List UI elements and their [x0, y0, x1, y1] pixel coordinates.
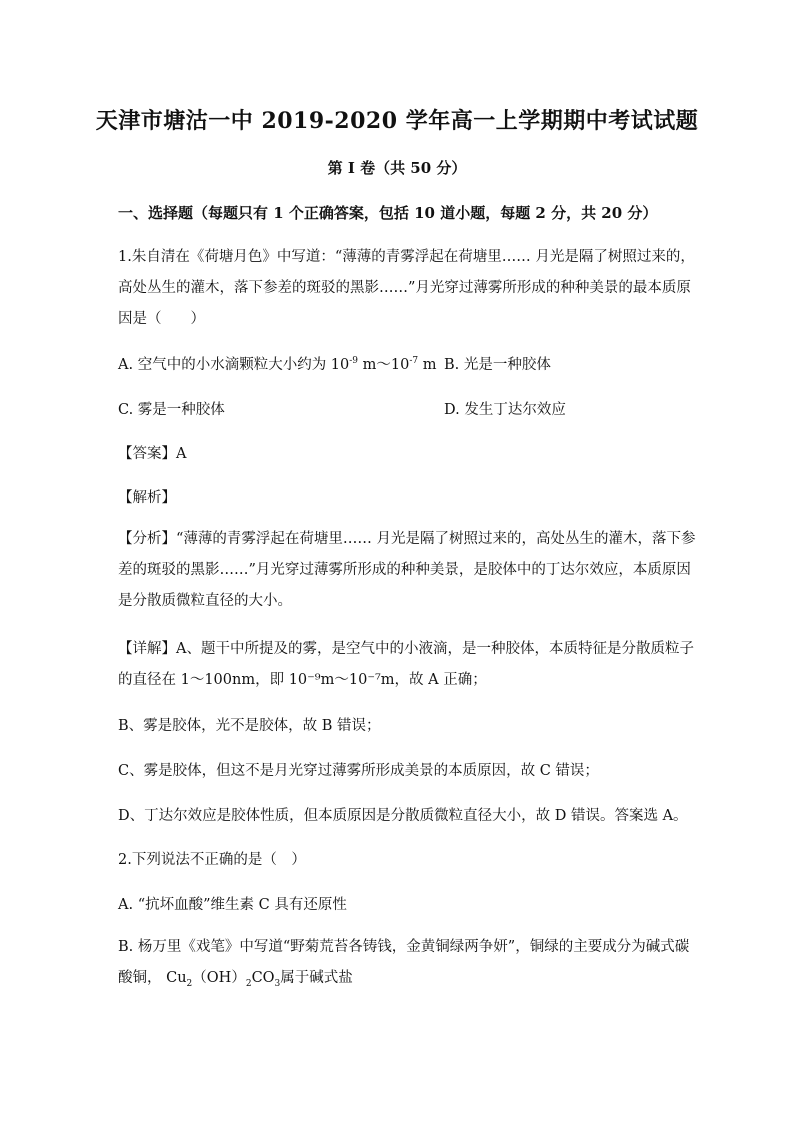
analysis-line: 是分散质微粒直径的大小。 — [118, 593, 292, 609]
detail-line: 的直径在 1～100nm，即 10⁻⁹m～10⁻⁷m，故 A 正确； — [118, 672, 487, 688]
question-1-detail — [118, 634, 694, 696]
formula-text: 酸铜， Cu — [118, 970, 187, 986]
option-a-text: A. 空气中的小水滴颗粒大小约为 10 — [118, 357, 350, 373]
question-1-answer: 【答案】A — [118, 446, 187, 462]
formula-subscript: 2 — [245, 978, 252, 989]
formula-text: （OH） — [192, 970, 246, 986]
question-1-stem — [118, 242, 695, 335]
question-2-option-b — [118, 932, 690, 994]
question-1-analysis — [118, 524, 696, 617]
option-b-line: B. 杨万里《戏笔》中写道“野菊荒苔各铸钱，金黄铜绿两争妍”，铜绿的主要成分为碱式碳 — [118, 939, 690, 955]
question-1-line: 高处丛生的灌木，落下参差的斑驳的黑影……”月光穿过薄雾所形成的种种美景的最本质原 — [118, 280, 691, 296]
question-1-line: 1.朱自清在《荷塘月色》中写道：“薄薄的青雾浮起在荷塘里…… 月光是隔了树照过来的， — [118, 249, 695, 265]
detail-line: 【详解】A、题干中所提及的雾，是空气中的小液滴，是一种胶体，本质特征是分散质粒子 — [118, 641, 694, 657]
formula-text: 属于碱式盐 — [280, 970, 353, 986]
option-a-text: m～10 — [358, 357, 410, 373]
detail-option-b: B、雾是胶体，光不是胶体，故 B 错误； — [118, 718, 381, 734]
question-1-option-c: C. 雾是一种胶体 — [118, 402, 225, 418]
question-1-option-d: D. 发生丁达尔效应 — [444, 402, 566, 418]
detail-option-c: C、雾是胶体，但这不是月光穿过薄雾所形成美景的本质原因，故 C 错误； — [118, 763, 599, 779]
section-heading: 一、选择题（每题只有 1 个正确答案，包括 10 道小题，每题 2 分，共 20 分） — [118, 204, 658, 222]
question-2-stem: 2.下列说法不正确的是（ ） — [118, 852, 306, 868]
option-a-exponent: -9 — [349, 356, 359, 367]
question-1-line: 因是（ ） — [118, 311, 205, 327]
volume-subtitle: 第 I 卷（共 50 分） — [327, 159, 467, 177]
detail-option-d: D、丁达尔效应是胶体性质，但本质原因是分散质微粒直径大小，故 D 错误。答案选 A。 — [118, 808, 688, 824]
formula-text: CO — [251, 970, 275, 986]
question-1-option-b: B. 光是一种胶体 — [444, 357, 551, 373]
option-a-text: m — [418, 357, 437, 373]
question-1-analysis-heading: 【解析】 — [118, 490, 176, 506]
option-b-line — [118, 963, 678, 994]
question-2-option-a: A. “抗坏血酸”维生素 C 具有还原性 — [118, 897, 347, 913]
formula-subscript: 2 — [186, 978, 193, 989]
question-1-option-a — [118, 353, 436, 374]
document-title: 天津市塘沽一中 2019-2020 学年高一上学期期中考试试题 — [95, 108, 699, 134]
formula-subscript: 3 — [274, 978, 281, 989]
option-a-exponent: -7 — [409, 356, 419, 367]
analysis-line: 【分析】“薄薄的青雾浮起在荷塘里…… 月光是隔了树照过来的，高处丛生的灌木，落下参 — [118, 531, 696, 547]
analysis-line: 差的斑驳的黑影……”月光穿过薄雾所形成的种种美景，是胶体中的丁达尔效应，本质原因 — [118, 562, 691, 578]
